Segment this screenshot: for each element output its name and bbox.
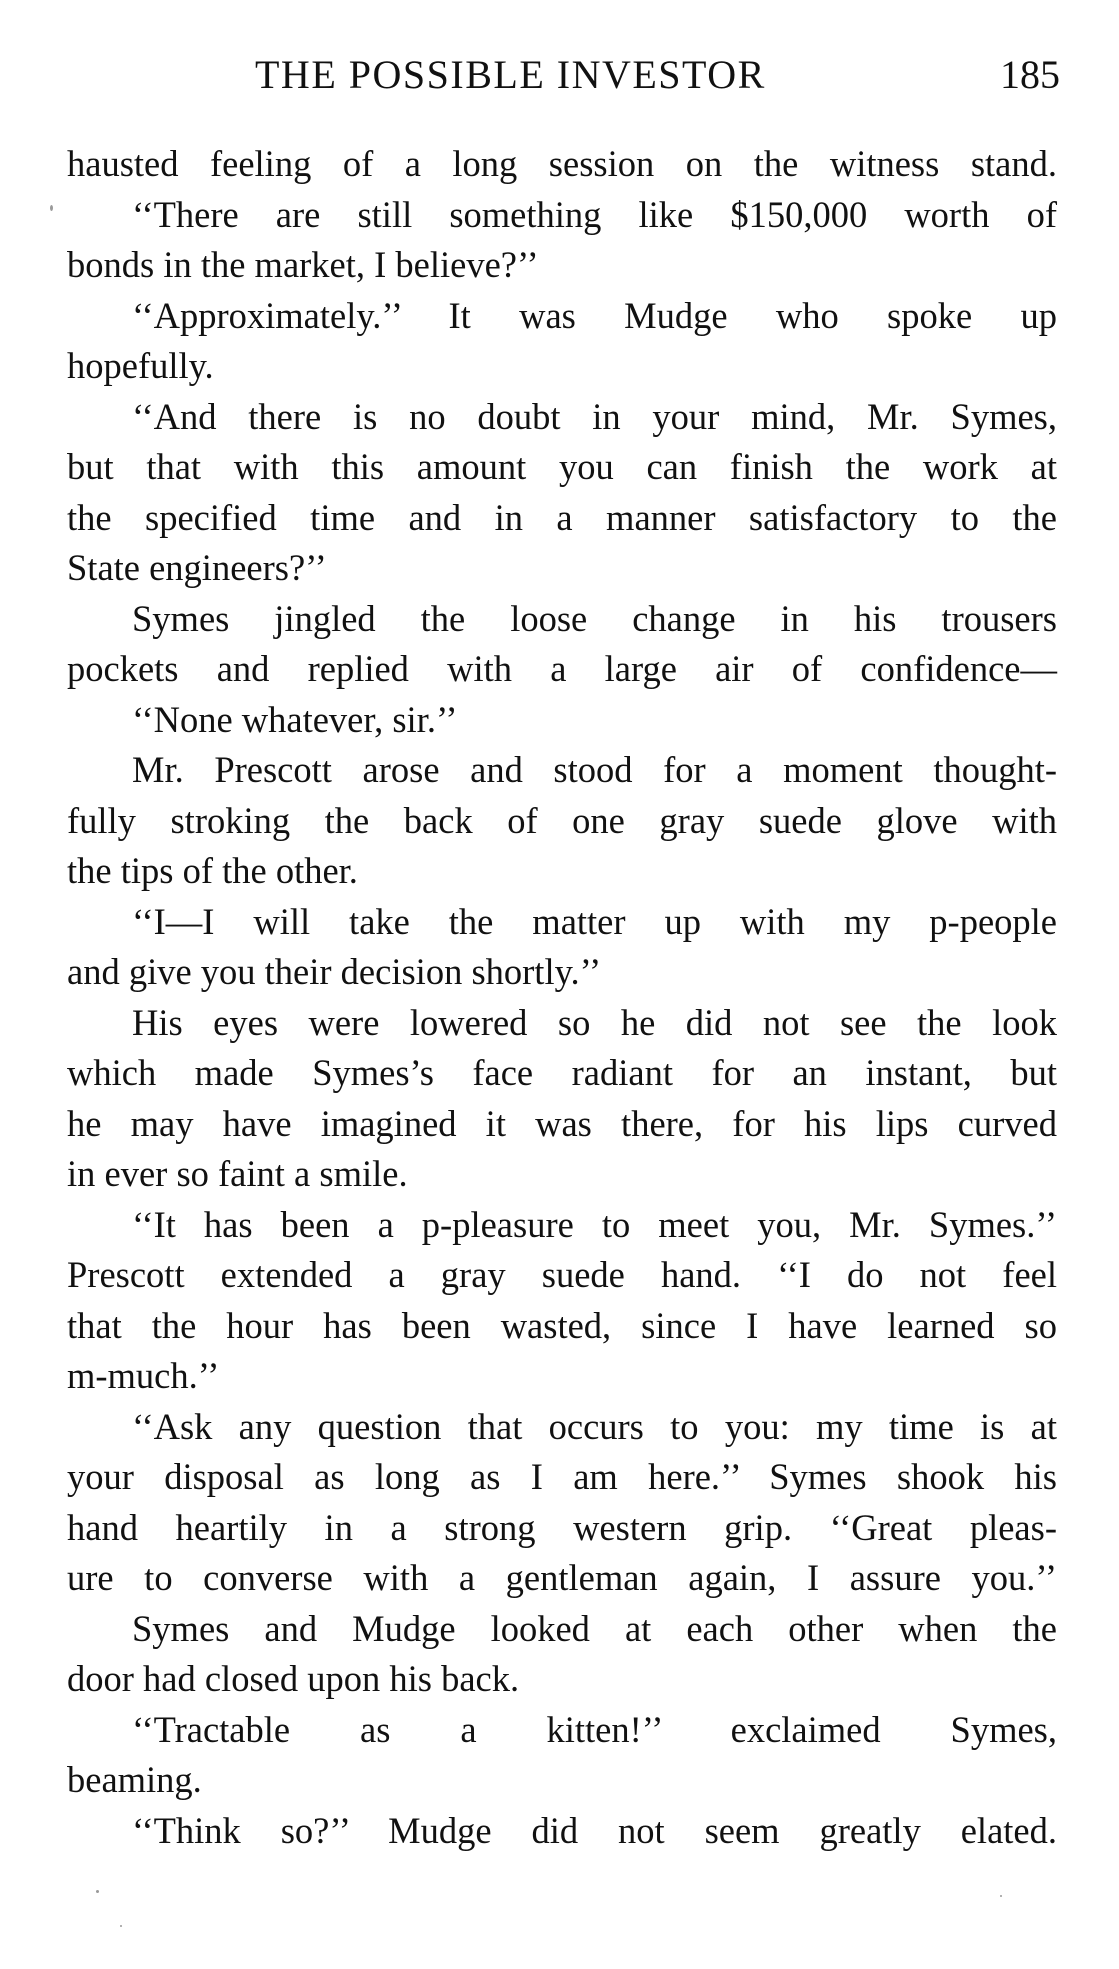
text-line: ‘‘Tractable as a kitten!’’ exclaimed Symes, [132, 1708, 1057, 1750]
text-line: ‘‘I—I will take the matter up with my p-people [132, 900, 1057, 942]
text-line: ‘‘And there is no doubt in your mind, Mr. Symes, [132, 395, 1057, 437]
text-line: m-much.’’ [67, 1355, 220, 1396]
text-line: fully stroking the back of one gray suede glove with [67, 799, 1057, 841]
text-line: pockets and replied with a large air of confidence— [67, 648, 1057, 689]
body-text [67, 139, 1057, 1856]
text-line: the specified time and in a manner satisfactory to the [67, 496, 1057, 538]
text-line: ‘‘Think so?’’ Mudge did not seem greatly elated. [132, 1809, 1057, 1851]
paper-speck [1000, 1895, 1002, 1897]
text-line: ‘‘Ask any question that occurs to you: my time is at [132, 1405, 1057, 1447]
running-title: THE POSSIBLE INVESTOR [255, 52, 766, 97]
paper-speck [120, 1925, 122, 1927]
text-line: he may have imagined it was there, for his lips curved [67, 1102, 1057, 1144]
text-line: ‘‘There are still something like $150,000 worth of [132, 193, 1057, 235]
text-line: hopefully. [67, 345, 214, 386]
text-line: ‘‘None whatever, sir.’’ [132, 698, 458, 740]
text-line: beaming. [67, 1759, 202, 1800]
paper-speck [50, 205, 53, 211]
text-line: Symes and Mudge looked at each other when the [132, 1607, 1057, 1649]
text-line: your disposal as long as I am here.’’ Symes shook his [67, 1456, 1057, 1497]
text-line: hausted feeling of a long session on the witness stand. [67, 143, 1057, 184]
text-line: which made Symes’s face radiant for an instant, but [67, 1052, 1057, 1093]
paper-speck [96, 1890, 99, 1893]
text-line: the tips of the other. [67, 850, 358, 891]
page-number: 185 [1000, 52, 1060, 97]
text-line: Symes jingled the loose change in his trousers [132, 597, 1057, 639]
page-header [255, 50, 1060, 100]
text-line: that the hour has been wasted, since I have learned so [67, 1304, 1057, 1346]
text-line: in ever so faint a smile. [67, 1153, 408, 1194]
text-line: His eyes were lowered so he did not see the look [132, 1001, 1057, 1043]
text-line: ‘‘Approximately.’’ It was Mudge who spoke up [132, 294, 1057, 336]
text-line: and give you their decision shortly.’’ [67, 951, 602, 992]
text-line: State engineers?’’ [67, 547, 327, 588]
text-line: Mr. Prescott arose and stood for a moment thought- [132, 749, 1057, 790]
text-line: door had closed upon his back. [67, 1658, 520, 1699]
text-line: Prescott extended a gray suede hand. ‘‘I do not feel [67, 1254, 1057, 1295]
text-line: but that with this amount you can finish the work at [67, 446, 1057, 487]
text-line: hand heartily in a strong western grip. ‘‘Great pleas- [67, 1506, 1057, 1548]
text-line: ‘‘It has been a p-pleasure to meet you, Mr. Symes.’’ [132, 1203, 1057, 1245]
text-line: ure to converse with a gentleman again, I assure you.’’ [67, 1557, 1057, 1598]
text-line: bonds in the market, I believe?’’ [67, 244, 539, 285]
